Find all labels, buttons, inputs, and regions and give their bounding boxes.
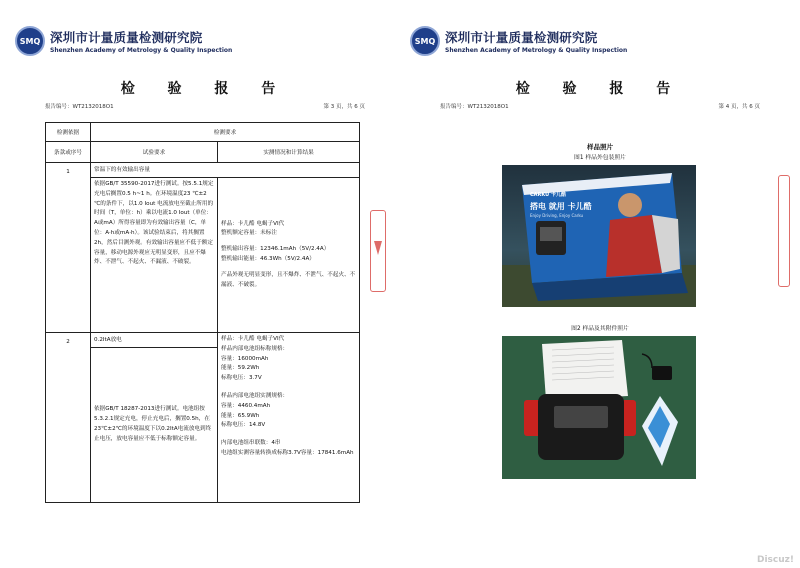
row-2-result — [218, 333, 360, 503]
header-clause: 条款或序号 — [46, 142, 91, 163]
report-title: 检 验 报 告 — [120, 81, 290, 97]
photos-title: 样品照片 — [587, 143, 613, 151]
row-2-conversion: 电池组实测容量转换成标称3.7V容量：17841.6mAh — [221, 449, 354, 456]
smq-logo-icon: SMQ — [410, 26, 440, 56]
sample-accessories-photo — [502, 336, 696, 479]
row-1-rated: 整机额定容量：未标注 — [221, 230, 277, 237]
report-number: 报告编号：WT2132018O1 — [440, 104, 509, 110]
test-results-table — [45, 122, 360, 503]
row-1-heading: 常温下的有效输出容量 — [91, 163, 360, 178]
report-meta — [440, 102, 760, 110]
row-2-no: 2 — [46, 333, 91, 503]
seal-stamp-right — [778, 175, 790, 287]
smq-logo-icon: SMQ — [15, 26, 45, 56]
box-slogan-en: Enjoy Driving, Enjoy Carku — [530, 213, 584, 218]
header-result: 实测情况和计算结果 — [218, 142, 360, 163]
row-2-meas-volt: 标称电压：14.8V — [221, 422, 266, 429]
report-title: 检 验 报 告 — [515, 81, 685, 97]
seal-stamp-left — [370, 210, 386, 292]
row-1-cap1: 整机输出容量：12346.1mAh（5V/2.4A） — [221, 246, 330, 253]
row-2-label-volt: 标称电压：3.7V — [221, 375, 262, 382]
row-1-appearance: 产品外观无明显变形，且不爆炸、不泄气、不起火、不漏液、不破裂。 — [221, 271, 356, 288]
org-name-cn: 深圳市计量质量检测研究院 — [50, 30, 203, 45]
row-2-requirement: 依据GB/T 18287-2013进行测试。电池组按5.3.2.1规定充电，停止充电后，搁置0.5h，在23℃±2℃的环境温度下以0.2ItA电流放电到终止电压，放电容量应不低于标称额定容量。 — [91, 348, 218, 503]
row-1-result — [218, 178, 360, 333]
header-test-req: 试验要求 — [91, 142, 218, 163]
box-slogan: 搭电 就用 卡儿酷 — [530, 202, 592, 211]
row-1-sample: 样品：卡儿酷 电蝎子VI代 — [221, 220, 285, 227]
row-2-label-cap: 容量：16000mAh — [221, 355, 269, 362]
row-2-meas-cap: 容量：4460.4mAh — [221, 402, 271, 409]
report-page-4 — [410, 0, 790, 568]
row-2-heading: 0.2ItA放电 — [91, 333, 218, 348]
header-basis: 检测依据 — [46, 123, 91, 142]
row-2-series: 内部电池组串联数：4串 — [221, 440, 281, 447]
row-2-sample: 样品：卡儿酷 电蝎子VI代 — [221, 336, 285, 342]
org-name-cn: 深圳市计量质量检测研究院 — [445, 30, 598, 45]
row-2-meas-title: 样品内部电池组实测规格： — [221, 392, 289, 399]
org-name-en: Shenzhen Academy of Metrology & Quality Inspection — [50, 47, 233, 54]
row-2-meas-energy: 能量：65.9Wh — [221, 412, 260, 419]
watermark: Discuz! — [757, 555, 794, 565]
packaging-photo — [502, 165, 696, 307]
figure-2-caption: 图2 样品及其附件照片 — [571, 326, 629, 332]
page-header — [15, 24, 232, 58]
page-header-right — [410, 24, 627, 58]
figure-1-caption: 图1 样品外包装照片 — [574, 155, 626, 161]
report-meta — [45, 102, 365, 110]
report-page-3 — [15, 0, 395, 568]
row-1-no: 1 — [46, 163, 91, 333]
row-1-cap2: 整机输出能量：46.3Wh（5V/2.4A） — [221, 256, 315, 262]
page-number: 第 3 页，共 6 页 — [323, 104, 365, 110]
box-brand: CARKU 卡儿酷 — [530, 192, 566, 198]
row-2-label-energy: 能量：59.2Wh — [221, 365, 260, 372]
row-1-requirement: 依据GB/T 35590-2017进行测试。按5.5.1规定充电后搁置0.5 h~1 h。在环境温度23 ℃±2 ℃的条件下，以1.0 Iout 电流放电至截止所用的时间（T，单位：h）乘以电流1.0 Iout（单位：A或mA）所得容量即为有效输出容量（C，单位：A·h或mA·h）。该试验结束后，将其搁置2h，然后目测外观。有效输出容量应不低于额定容量，移动电源外观应无明显变形，且应不爆炸、不泄气、不起火、不漏液、不破裂。 — [91, 178, 218, 333]
page-number: 第 4 页，共 6 页 — [718, 104, 760, 110]
report-number: 报告编号：WT2132018O1 — [45, 104, 114, 110]
row-2-label-title: 样品内部电池组标称规格： — [221, 345, 289, 352]
header-requirement: 检测要求 — [91, 123, 360, 142]
org-name-en: Shenzhen Academy of Metrology & Quality Inspection — [445, 47, 628, 54]
